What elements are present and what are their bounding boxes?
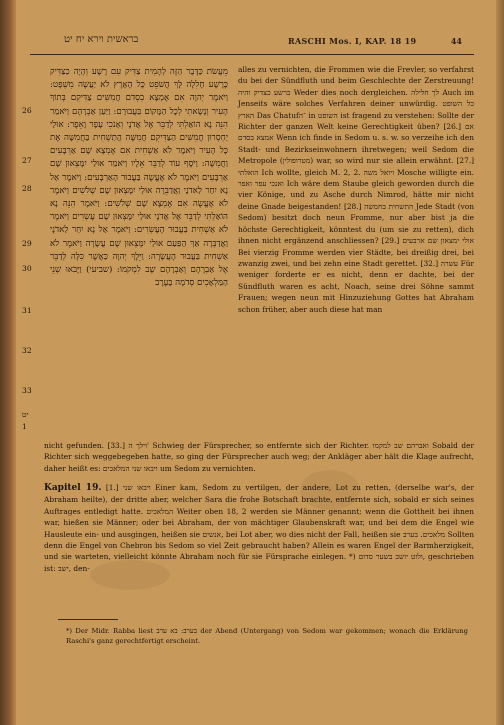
chapter-19-section (44, 482, 474, 574)
chapter-19-paragraph (44, 482, 474, 574)
page-number: 44 (450, 36, 462, 46)
header-rule (30, 54, 474, 55)
verse-number: 28 (22, 184, 32, 193)
commentary-continuation (44, 440, 474, 474)
verse-number: 1 (22, 422, 27, 431)
verse-number: יט (22, 410, 29, 419)
running-title: RASCHI Mos. I, KAP. 18 19 (288, 36, 417, 46)
footnote-text: *) Der Midr. Rabba liest בערב: בא ערב der Abend (Untergang) von Sedom war gekommen; wonach die Erklärung Raschi's ganz gerechtfertigt erscheint. (66, 627, 468, 645)
commentary-text: alles zu vernichten, die Frommen wie die Frevler, so verfahrst du bei der Sündfluth und beim Geschlechte der Zerstreuung! כרשע כצדיק והיה Weder dies noch dergleichen. לך חלילה Auch im Jenseits wäre solches Verfahren deiner unwürdig. כל השופט הארץ Das Chatuf־ה in השופט ist fragend zu verstehen: Sollte der Richter der ganzen Welt keine Gerechtigkeit üben? [26.] אם אמצא בסדם Wenn ich finde in Sedom u. s. w. so verzeihe ich den Stadt- und Bezirkseinwohnern ihretwegen; weil Sedom die Metropole (מטרופולין) war, so wird nur sie allein erwähnt. [27.] הואלתי Ich wollte, gleich M. 2, 2. ויואל משה Mosche willigte ein. ואנכי עפר ואפר Ich wäre dem Staube gleich geworden durch die vier Könige, und zu Asche durch Nimrod, hätte mir nicht deine Gnade beigestanden! [28.] התשחית בחמשה Jede Stadt (von Sedom) besitzt doch neun Fromme, nur aber bist ja die höchste Gerechtigkeit, könntest du (um sie zu retten), dich ihnen nicht ergänzend anschliessen? [29.] אולי ימצאון שם ארבעים Bei vierzig Fromme werden vier Städte, bei dreißig drei, bei zwanzig zwei, und bei zehn eine Stadt gerettet. [32.] עשרה Für weniger forderte er es nicht, denn er dachte, bei der Sündfluth waren es acht, Noach, seine drei Söhne sammt Frauen; wegen neun mit Hinzuziehung Gottes hat Abraham schon früher, aber auch diese hat man (238, 65, 475, 314)
hebrew-text-column (50, 66, 228, 426)
verse-number: 31 (22, 306, 32, 315)
hebrew-text: מֵעֲשֹׂת כַּדָּבָר הַזֶּה לְהָמִית צַדִּיק עִם רָשָׁע וְהָיָה כַצַּדִּיק כָּרָשָׁע חָלִלָה לָּךְ הֲשֹׁפֵט כָּל הָאָרֶץ לֹא יַעֲשֶׂה מִשְׁפָּט: וַיֹּאמֶר יְהוָה אִם אֶמְצָא בִסְדֹם חֲמִשִּׁים צַדִּיקִם בְּתוֹךְ הָעִיר וְנָשָׂאתִי לְכָל הַמָּקוֹם בַּעֲבוּרָם: וַיַּעַן אַבְרָהָם וַיֹּאמַר הִנֵּה נָא הוֹאַלְתִּי לְדַבֵּר אֶל אֲדֹנָי וְאָנֹכִי עָפָר וָאֵפֶר: אוּלַי יַחְסְרוּן חֲמִשִּׁים הַצַּדִּיקִם חֲמִשָּׁה הֲתַשְׁחִית בַּחֲמִשָּׁה אֶת כָּל הָעִיר וַיֹּאמֶר לֹא אַשְׁחִית אִם אֶמְצָא שָׁם אַרְבָּעִים וַחֲמִשָּׁה: וַיֹּסֶף עוֹד לְדַבֵּר אֵלָיו וַיֹּאמַר אוּלַי יִמָּצְאוּן שָׁם אַרְבָּעִים וַיֹּאמֶר לֹא אֶעֱשֶׂה בַּעֲבוּר הָאַרְבָּעִים: וַיֹּאמֶר אַל נָא יִחַר לַאדֹנָי וַאֲדַבֵּרָה אוּלַי יִמָּצְאוּן שָׁם שְׁלֹשִׁים וַיֹּאמֶר לֹא אֶעֱשֶׂה אִם אֶמְצָא שָׁם שְׁלֹשִׁים: וַיֹּאמֶר הִנֵּה נָא הוֹאַלְתִּי לְדַבֵּר אֶל אֲדֹנָי אוּלַי יִמָּצְאוּן שָׁם עֶשְׂרִים וַיֹּאמֶר לֹא אַשְׁחִית בַּעֲבוּר הָעֶשְׂרִים: וַיֹּאמֶר אַל נָא יִחַר לַאדֹנָי וַאֲדַבְּרָה אַךְ הַפַּעַם אוּלַי יִמָּצְאוּן שָׁם עֲשָׂרָה וַיֹּאמֶר לֹא אַשְׁחִית בַּעֲבוּר הָעֲשָׂרָה: וַיֵּלֶךְ יְהוָה כַּאֲשֶׁר כִּלָּה לְדַבֵּר אֶל אַבְרָהָם וְאַבְרָהָם שָׁב לִמְקֹמוֹ: (שביעי) וַיָּבֹאוּ שְׁנֵי הַמַּלְאָכִים סְדֹמָה בָּעֶרֶב (50, 67, 228, 289)
commentary-column (238, 64, 474, 436)
verse-number: 26 (22, 106, 32, 115)
commentary-continuation-text: nicht gefunden. [33.] וילך ה' Schwieg der Fürsprecher, so entfernte sich der Richter. ואברהם שב למקמו Sobald der Richter sich weggebegeben hatte, so ging der Fürsprecher auch weg; der Ankläger aber hält die Klage aufrecht, daher heißt es: ויבאו שני המלאכים um Sedom zu vernichten. (44, 441, 474, 473)
verse-number: 29 (22, 239, 32, 248)
chapter-19-text: [1.] ויבאו שני Einer kam, Sedom zu vertilgen, der andere, Lot zu retten, (derselbe war's, der Abraham heilte), der dritte aber, welcher Sara die frohe Botschaft brachte, entfernte sich, sobald er sich seines Auftrages entledigt hatte. המלאכים Weiter oben 18, 2 werden sie Männer genannt; wenn die Gottheit bei ihnen war, hießen sie Männer; oder bei Abraham, der von mächtiger Glaubenskraft war, und bei dem die Engel wie Hausleute ein- und ausgingen, heißen sie אנשים, bei Lot aber, wo dies nicht der Fall, heißen sie מלאכים. בערב Sollten denn die Engel von Chebron bis Sedom so viel Zeit gebraucht haben? Allein es waren Engel der Barmherzigkeit, und sie warteten, vielleicht könnte Abraham noch für sie Fürsprache einlegen. *) ולוט יושב בשער סדום, geschrieben ist: ישב, den- (44, 483, 474, 573)
footnote (66, 626, 468, 646)
chapter-heading: Kapitel 19. (44, 483, 102, 493)
verse-number: 27 (22, 156, 32, 165)
verse-number: 30 (22, 264, 32, 273)
verse-number: 32 (22, 346, 32, 355)
hebrew-running-title: בראשית וירא יח יט (64, 34, 139, 45)
page-header (36, 34, 474, 54)
verse-number: 33 (22, 386, 32, 395)
page-edge (496, 0, 504, 725)
footnote-rule (58, 619, 118, 620)
book-binding (0, 0, 16, 725)
